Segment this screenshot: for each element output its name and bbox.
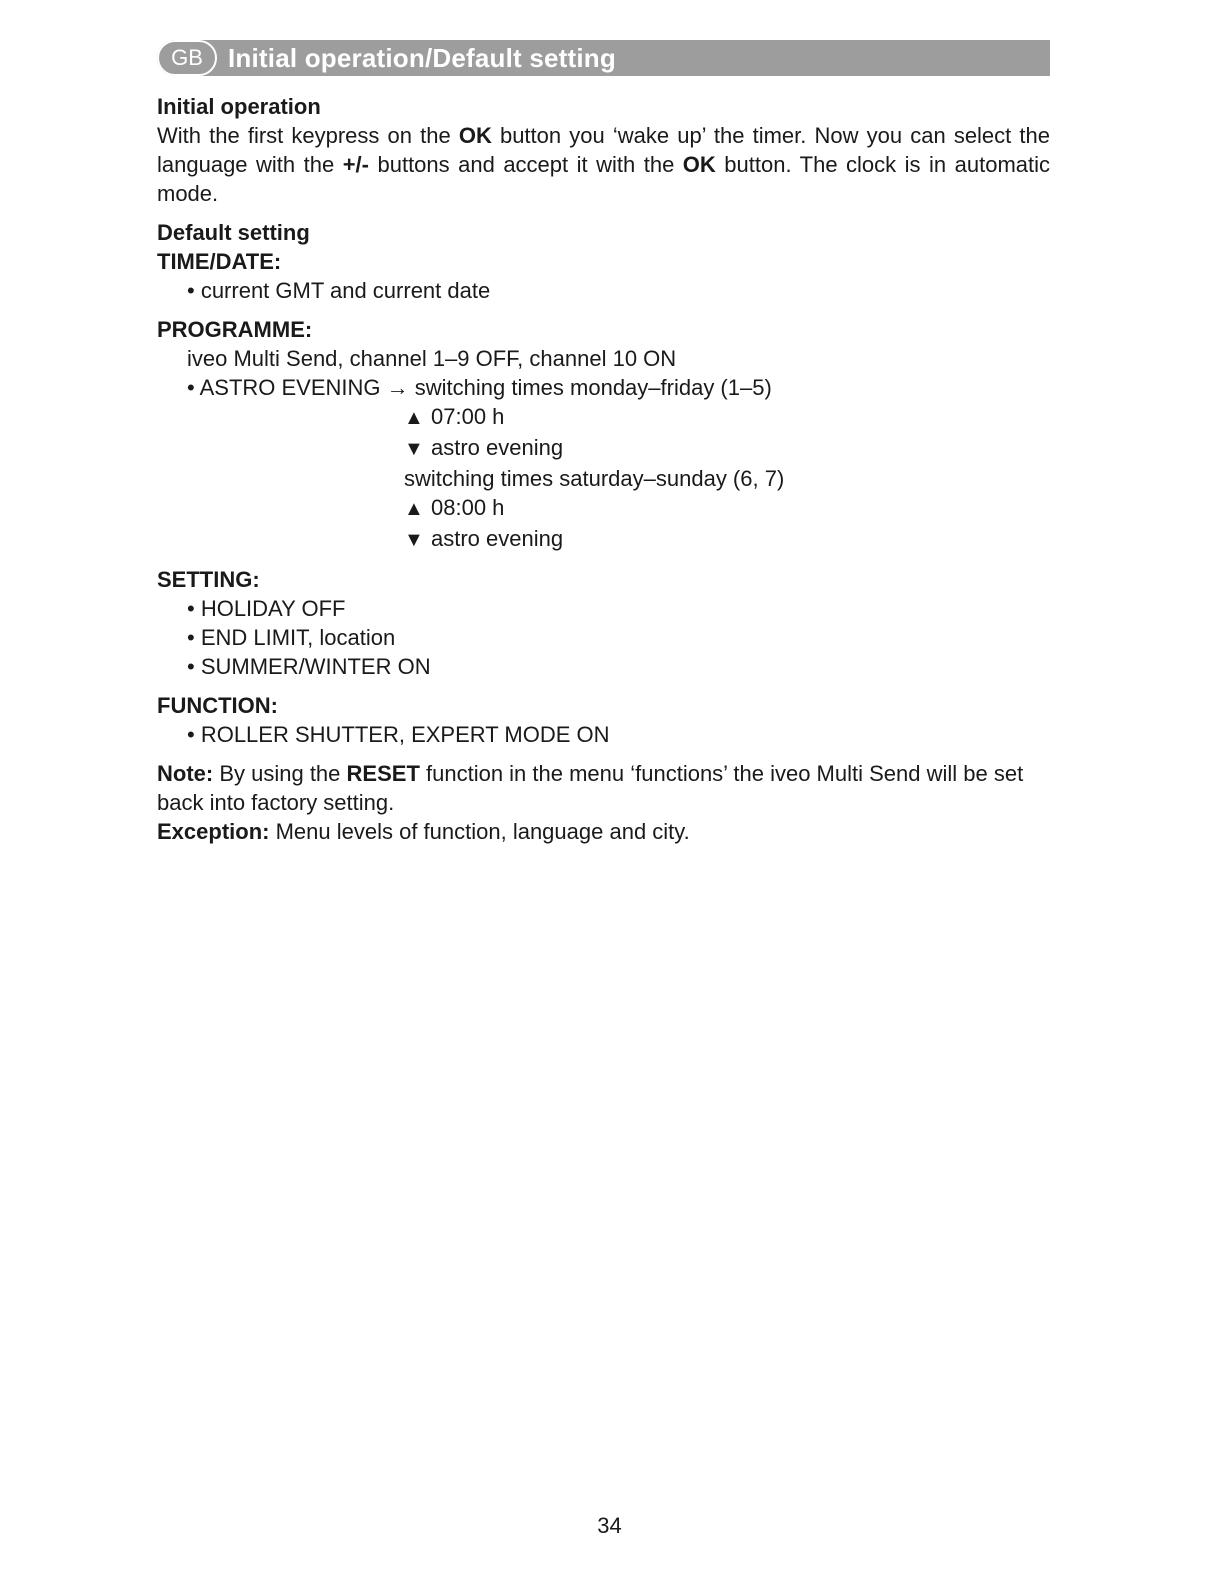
triangle-down-icon: ▼ xyxy=(404,438,424,460)
weekend-down-time xyxy=(157,524,1050,555)
document-body xyxy=(157,92,1050,846)
list-item: • ROLLER SHUTTER, EXPERT MODE ON xyxy=(187,722,610,747)
text-run: buttons and accept it with the xyxy=(369,152,683,177)
text-run: switching times monday–friday (1–5) xyxy=(408,375,772,400)
weekday-up-time xyxy=(157,402,1050,433)
list-item: • current GMT and current date xyxy=(187,278,491,303)
note-label: Note: xyxy=(157,761,214,786)
initial-operation-heading: Initial operation xyxy=(157,94,321,119)
weekend-switching-label: switching times saturday–sunday (6, 7) xyxy=(404,466,785,491)
text-run: astro evening xyxy=(431,526,564,551)
plus-minus-button-term: +/- xyxy=(342,152,369,177)
setting-label: SETTING: xyxy=(157,567,260,592)
default-setting-heading: Default setting xyxy=(157,220,310,245)
programme-channel-line: iveo Multi Send, channel 1–9 OFF, channel 10 ON xyxy=(187,346,677,371)
weekend-up-time xyxy=(157,493,1050,524)
exception-paragraph xyxy=(157,817,1050,846)
language-badge: GB xyxy=(157,40,217,76)
text-run: By using the xyxy=(213,761,347,786)
astro-evening-line xyxy=(157,373,1050,402)
ok-button-term: OK xyxy=(458,123,492,148)
text-run: button. The clock is in automatic mode. xyxy=(157,152,1051,206)
text-run: • ASTRO EVENING xyxy=(187,375,387,400)
list-item: • END LIMIT, location xyxy=(187,625,396,650)
text-run: 08:00 h xyxy=(431,495,505,520)
time-date-label: TIME/DATE: xyxy=(157,249,282,274)
text-run: astro evening xyxy=(431,435,564,460)
text-run: With the first keypress on the xyxy=(157,123,459,148)
weekday-down-time xyxy=(157,433,1050,464)
text-run: function in the menu ‘functions’ the iveo Multi Send will be set back into factory setting. xyxy=(157,761,1024,815)
exception-label: Exception: xyxy=(157,819,270,844)
programme-label: PROGRAMME: xyxy=(157,317,313,342)
function-label: FUNCTION: xyxy=(157,693,278,718)
text-run: button you ‘wake up’ the timer. Now you can select the language with the xyxy=(157,123,1050,177)
page-number: 34 xyxy=(597,1513,622,1538)
text-run: 07:00 h xyxy=(431,404,505,429)
triangle-up-icon: ▲ xyxy=(404,498,424,520)
list-item: • SUMMER/WINTER ON xyxy=(187,654,431,679)
triangle-up-icon: ▲ xyxy=(404,407,424,429)
reset-term: RESET xyxy=(346,761,420,786)
text-run: Menu levels of function, language and city. xyxy=(269,819,690,844)
section-title: Initial operation/Default setting xyxy=(228,43,616,73)
ok-button-term: OK xyxy=(682,152,716,177)
initial-operation-paragraph xyxy=(157,121,1050,208)
note-paragraph xyxy=(157,759,1050,817)
list-item: • HOLIDAY OFF xyxy=(187,596,346,621)
arrow-right-icon: → xyxy=(386,375,409,400)
triangle-down-icon: ▼ xyxy=(404,529,424,551)
